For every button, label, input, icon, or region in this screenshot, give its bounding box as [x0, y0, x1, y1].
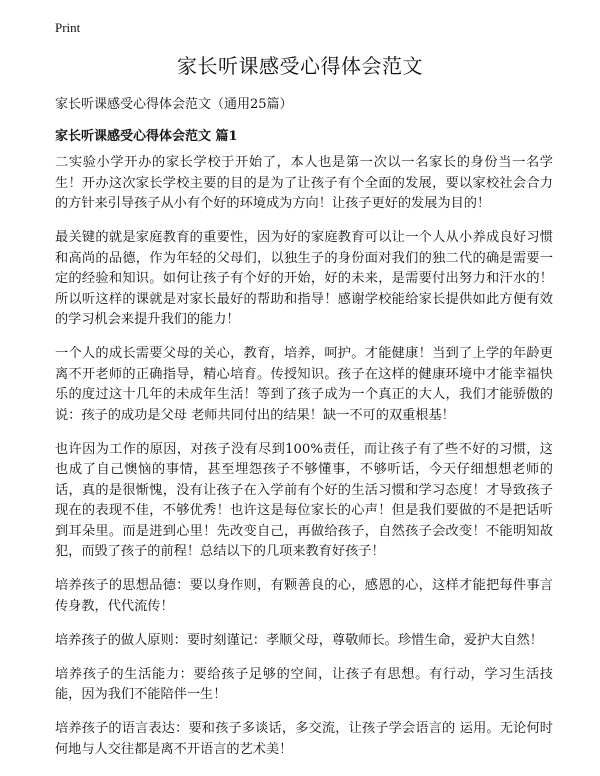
print-link[interactable]: Print [55, 20, 81, 35]
paragraph: 培养孩子的语言表达：要和孩子多谈话，多交流，让孩子学会语言的 运用。无论何时何地与人交往都是离不开语言的艺术美！ [55, 721, 553, 757]
paragraph: 二实验小学开办的家长学校于开始了，本人也是第一次以一名家长的身份当一名学生！开办这次家长学校主要的目的是为了让孩子有个全面的发展，要以家校社会合力的方针来引导孩子从小有个好的环境成为方向！让孩子更好的发展为目的！ [55, 155, 553, 211]
paragraph: 培养孩子的思想品德：要以身作则，有颗善良的心，感恩的心，这样才能把每件事言传身教，代代流传！ [55, 578, 553, 614]
paragraph: 培养孩子的做人原则：要时刻谨记：孝顺父母，尊敬师长。珍惜生命，爱护大自然！ [55, 632, 543, 648]
page-title: 家长听课感受心得体会范文 [177, 54, 423, 78]
paragraph: 最关键的就是家庭教育的重要性，因为好的家庭教育可以让一个人从小养成良好习惯和高尚的品德，作为年轻的父母们，以独生子的身份面对我们的独二代的确是需要一定的经验和知识。如何让孩子有个好的开始，好的未来，是需要付出努力和汗水的！所以听这样的课就是对家长最好的帮助和指导！感谢学校能给家长提供如此方便有效的学习机会来提升我们的能力！ [55, 230, 553, 327]
document-subtitle: 家长听课感受心得体会范文（通用25篇） [55, 97, 293, 112]
paragraph: 一个人的成长需要父母的关心，教育，培养，呵护。才能健康！当到了上学的年龄更离不开老师的正确指导，精心培育。传授知识。孩子在这样的健康环境中才能幸福快乐的度过这十几年的未成年生活！等到了孩子成为一个真正的大人，我们才能骄傲的说：孩子的成功是父母 老师共同付出的结果！缺一不可的双重根基！ [55, 346, 553, 423]
paragraph: 也许因为工作的原因，对孩子没有尽到100%责任，而让孩子有了些不好的习惯，这也成了自己懊恼的事情，甚至埋怨孩子不够懂事，不够听话，今天仔细想想老师的话，真的是很惭愧，没有让孩子在入学前有个好的生活习惯和学习态度！才导致孩子现在的表现不佳，不够优秀！也许这是每位家长的心声！但是我们要做的不是把话听到耳朵里。而是进到心里！先改变自己，再做给孩子，自然孩子会改变！不能明知故犯，而毁了孩子的前程！总结以下的几项来教育好孩子！ [55, 441, 553, 559]
section-heading: 家长听课感受心得体会范文 篇1 [55, 129, 238, 144]
paragraph: 培养孩子的生活能力：要给孩子足够的空间，让孩子有思想。有行动，学习生活技能，因为我们不能陪伴一生！ [55, 666, 553, 702]
article-body [55, 153, 553, 774]
